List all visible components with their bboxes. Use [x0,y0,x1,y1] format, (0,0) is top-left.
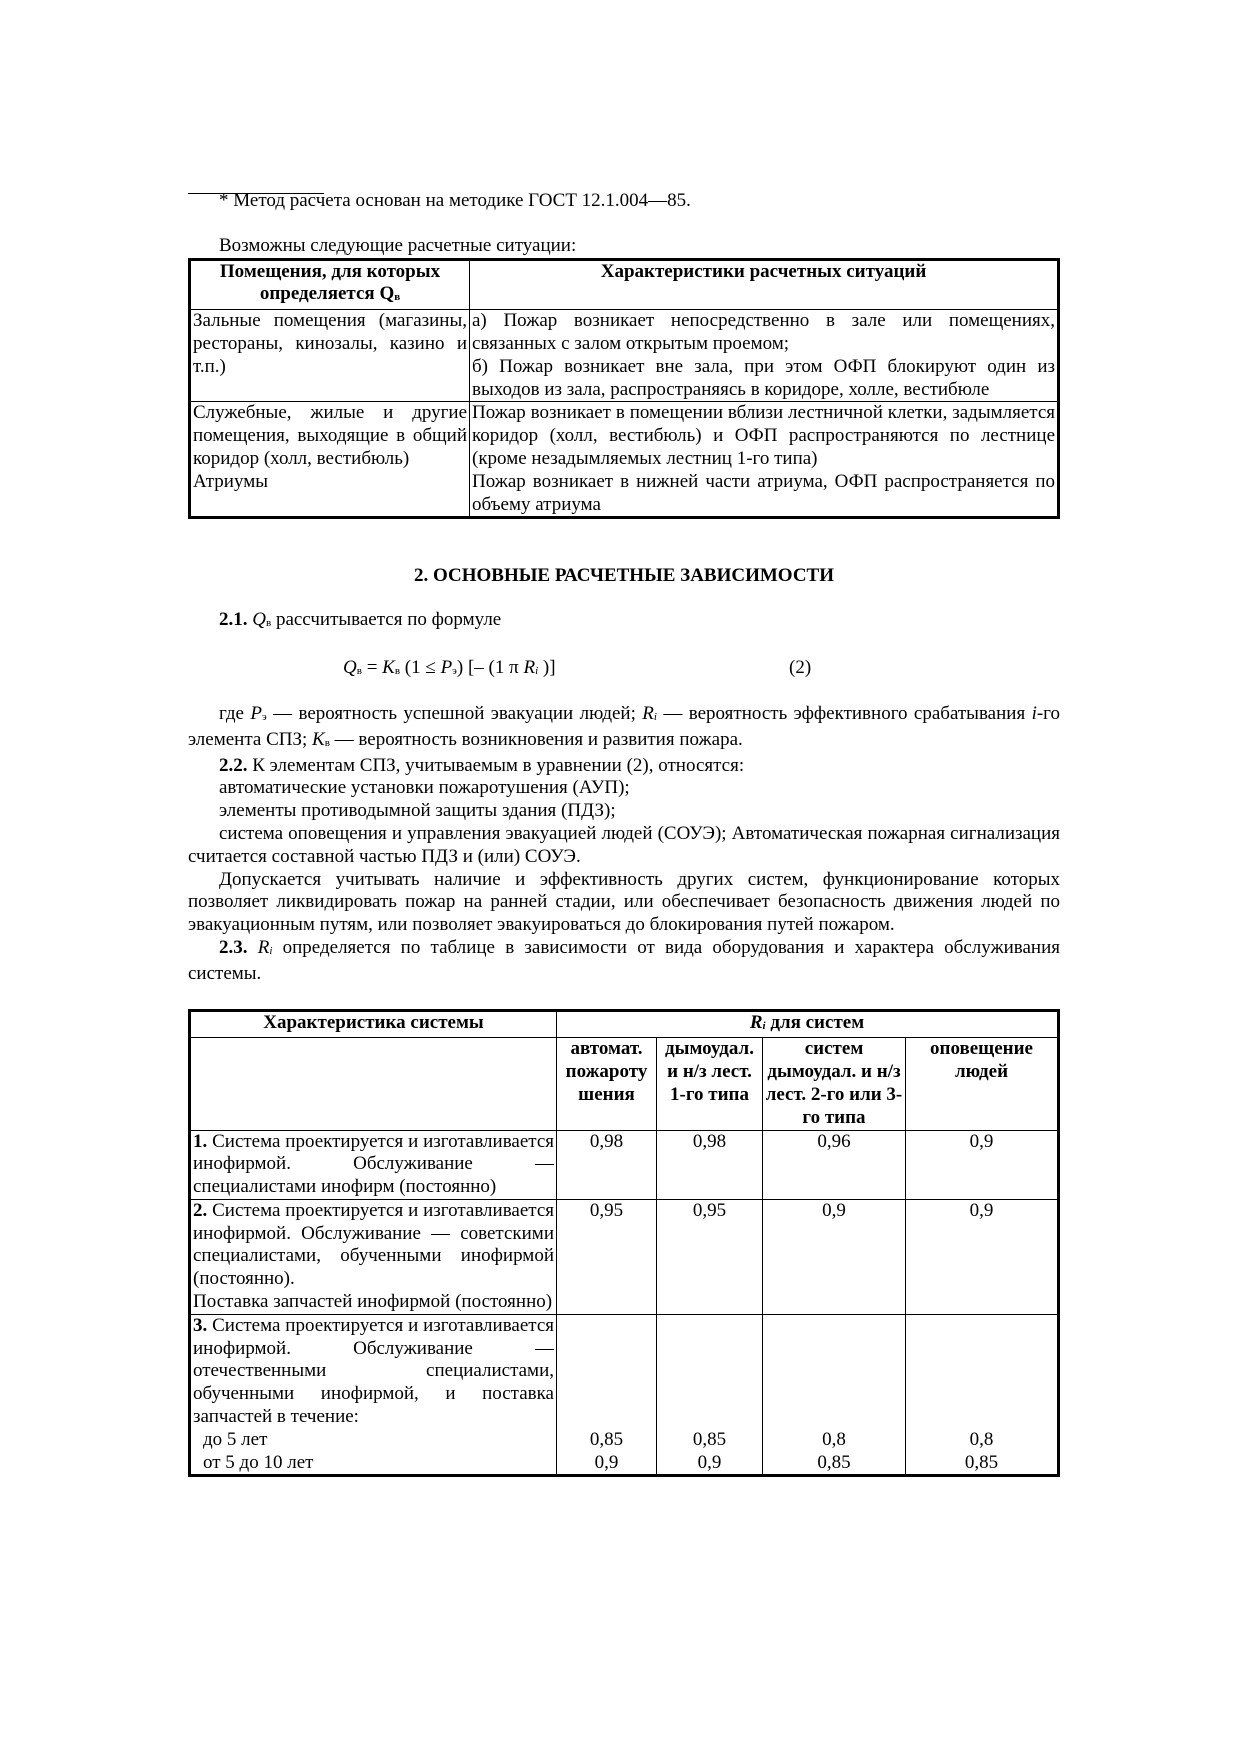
f-q-sub: в [356,664,362,677]
header-rooms-sub: в [394,291,401,304]
f-k: K [382,656,395,678]
document-page [188,190,1060,1477]
f-eq: = [361,656,383,678]
table-row [190,310,1059,402]
header-col-smoke-1: дымоудал. и н/з лест. 1-го типа [657,1038,763,1130]
w-r-sub: i [653,710,657,723]
f-end: )] [538,656,556,678]
value: 0,9 [594,1451,619,1473]
value: 0,85 [692,1428,727,1450]
value-cell: 0,96 [763,1130,906,1199]
row-text: Система проектируется и изготавливается инофирмой. Обслуживание — отечественными специалистами, обученными инофирмой, и поставка запчастей в течение: [193,1314,554,1428]
paragraph-text: определяется по таблице в зависимости от вида оборудования и характера обслуживания системы. [188,936,1061,984]
header-col-extinguishing: автомат. пожароту шения [557,1038,657,1130]
table-row [190,1199,1059,1314]
header-ri-sub: i [762,1019,766,1032]
value: 0,85 [817,1451,851,1473]
row-description [190,1199,557,1314]
situation-a: а) Пожар возникает непосредственно в зале или помещениях, связанных с залом открытым проемом; [472,310,1055,354]
row-number: 2. [193,1199,208,1221]
paragraph-2-3 [188,937,1060,986]
clause-number: 2.2. [219,754,248,776]
f-p: P [440,656,453,678]
allow-paragraph: Допускается учитывать наличие и эффективность других систем, функционирование которых позволяет ликвидировать пожар на ранней стадии, или обеспечивает безопасность движения людей по эвакуационным путям, или позволяет эвакуироваться до блокирования путей пожаром. [188,868,1060,936]
f-mid2: ) [– (1 π [456,656,524,678]
value-cell: 0,98 [657,1130,763,1199]
value-cell: 0,95 [657,1199,763,1314]
w-t1: где [219,702,251,724]
subrow-label: до 5 лет [203,1428,268,1450]
clause-number: 2.3. [219,936,248,958]
paragraph-2-2 [188,755,1060,778]
w-p-sub: э [261,710,267,723]
w-k: K [312,728,325,750]
symbol-q: Q [252,609,266,631]
situations-table-header [190,259,1059,310]
symbol-sub: в [265,617,272,630]
situation-atrium: Пожар возникает в нижней части атриума, ОФП распространяется по объему атриума [472,470,1055,515]
situations-header-characteristics: Характеристики расчетных ситуаций [470,259,1059,310]
value-cell: 0,9 [906,1130,1059,1199]
row-text: Система проектируется и изготавливается инофирмой. Обслуживание — советскими специалистами, обученными инофирмой (постоянно). [193,1199,554,1290]
value-cell: 0,9 [906,1199,1059,1314]
header-col-smoke-2-3: систем дымоудал. и н/з лест. 2-го или 3-го типа [763,1038,906,1130]
w-t4: -го элемента СПЗ; [188,702,1061,750]
table-row [190,1130,1059,1199]
row-number: 1. [193,1130,208,1152]
w-k-sub: в [324,736,330,749]
row-desc-main [193,1315,554,1429]
f-k-sub: в [394,664,401,677]
section-title: 2. ОСНОВНЫЕ РАСЧЕТНЫЕ ЗАВИСИМОСТИ [414,565,834,587]
formula-number: (2) [789,656,812,678]
intro-text: Возможны следующие расчетные ситуации: [219,234,577,256]
symbol-r-sub: i [269,944,273,957]
f-q: Q [343,656,357,678]
symbol-r: R [257,936,270,958]
rooms-atrium: Атриумы [193,470,269,492]
table-row [190,1314,1059,1476]
header-ri-symbol: R [749,1011,763,1033]
value: 0,8 [969,1428,994,1450]
list-item: элементы противодымной защиты здания (ПДЗ); [219,800,616,822]
rooms-office: Служебные, жилые и другие помещения, выходящие в общий коридор (холл, вестибюль) [193,402,467,469]
w-t3: — вероятность эффективного срабатывания [656,702,1032,724]
paragraph-text: рассчитывается по формуле [271,609,502,631]
w-i: i [1031,702,1037,724]
row-description [190,1130,557,1199]
clause-number: 2.1. [219,609,248,631]
f-p-sub: э [452,664,457,677]
situations-header-rooms [190,259,470,310]
formula-expression [343,657,556,683]
paragraph-2-1 [188,609,1060,635]
f-mid1: (1 ≤ [400,656,441,678]
value: 0,9 [697,1451,722,1473]
list-item: система оповещения и управления эвакуацией людей (СОУЭ); Автоматическая пожарная сигнализация считается составной частью ПДЗ и (или) СОУЭ. [188,822,1060,867]
header-rooms-text: Помещения, для которых определяется Q [219,260,441,305]
value-cell [906,1314,1059,1476]
rooms-cell [190,402,470,518]
subrow-label: от 5 до 10 лет [203,1451,314,1473]
header-col-alert: оповещение людей [906,1038,1059,1130]
f-r-sub: i [535,664,539,677]
situation-b: б) Пожар возникает вне зала, при этом ОФП блокируют один из выходов из зала, распространяясь в коридоре, холле, вестибюле [472,355,1055,400]
reliability-header-row [190,1010,1059,1038]
row-description [190,1314,557,1476]
header-empty [190,1038,557,1130]
situations-table [188,258,1060,520]
table-row [190,402,1059,518]
row-text: Система проектируется и изготавливается инофирмой. Обслуживание — специалистами инофирм (постоянно) [193,1130,554,1198]
row-desc-supply: Поставка запчастей инофирмой (постоянно) [193,1291,553,1313]
header-characteristic: Характеристика системы [190,1010,557,1038]
f-r: R [523,656,536,678]
reliability-subheader-row [190,1038,1059,1130]
value: 0,8 [822,1428,846,1450]
value-cell: 0,95 [557,1199,657,1314]
header-ri [557,1010,1059,1038]
value: 0,85 [964,1451,999,1473]
situation-office: Пожар возникает в помещении вблизи лестничной клетки, задымляется коридор (холл, вестибюль) и ОФП распространяются по лестнице (кроме незадымляемых лестниц 1-го типа) [472,402,1055,469]
row-desc-main [193,1200,554,1291]
w-t2: — вероятность успешной эвакуации людей; [266,702,643,724]
situation-cell [470,402,1059,518]
situation-cell [470,310,1059,402]
formula-2 [188,657,1060,681]
header-ri-text: для систем [765,1011,865,1033]
w-p: P [250,702,262,724]
footnote: * Метод расчета основан на методике ГОСТ 12.1.004—85. [219,190,691,211]
where-paragraph [188,703,1060,755]
value: 0,85 [589,1428,624,1450]
value-cell [657,1314,763,1476]
row-number: 3. [193,1314,208,1336]
w-r: R [642,702,654,724]
list-item: автоматические установки пожаротушения (АУП); [219,777,630,799]
value-cell [763,1314,906,1476]
paragraph-text: К элементам СПЗ, учитываемым в уравнении (2), относятся: [247,754,745,776]
value-cell: 0,98 [557,1130,657,1199]
value-cell: 0,9 [763,1199,906,1314]
rooms-cell: Зальные помещения (магазины, рестораны, кинозалы, казино и т.п.) [190,310,470,402]
w-t5: — вероятность возникновения и развития пожара. [329,728,743,750]
reliability-table [188,1009,1060,1478]
value-cell [557,1314,657,1476]
